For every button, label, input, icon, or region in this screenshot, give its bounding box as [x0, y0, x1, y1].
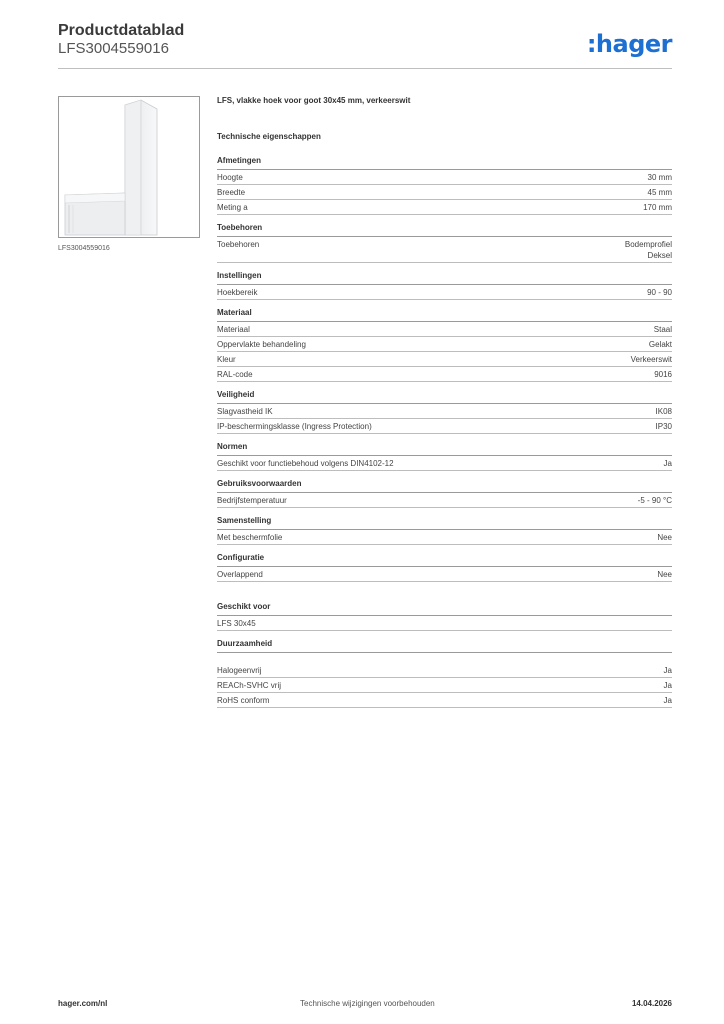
- spec-section: [217, 271, 672, 300]
- spec-value: Ja: [663, 666, 672, 675]
- spec-value: 30 mm: [647, 173, 672, 182]
- header-divider: [58, 68, 672, 69]
- spec-row: [217, 367, 672, 382]
- spec-row: [217, 456, 672, 471]
- footer-note: Technische wijzigingen voorbehouden: [300, 999, 435, 1008]
- spec-label: Geschikt voor functiebehoud volgens DIN4102-12: [217, 459, 394, 468]
- spec-label: Kleur: [217, 355, 236, 364]
- spec-row: [217, 237, 672, 263]
- footer-date: 14.04.2026: [631, 999, 672, 1008]
- spec-row: [217, 200, 672, 215]
- section-heading: Configuratie: [217, 553, 672, 567]
- spec-row: [217, 352, 672, 367]
- spec-value: IP30: [655, 422, 672, 431]
- header-subtitle: LFS3004559016: [58, 40, 169, 57]
- spec-row: [217, 678, 672, 693]
- spec-row: [217, 337, 672, 352]
- section-heading: Normen: [217, 442, 672, 456]
- spec-row: [217, 322, 672, 337]
- spec-label: REACh-SVHC vrij: [217, 681, 282, 690]
- section-heading: Samenstelling: [217, 516, 672, 530]
- spec-section: [217, 156, 672, 215]
- spec-label: Materiaal: [217, 325, 250, 334]
- image-caption: LFS3004559016: [58, 245, 110, 252]
- spec-value: 170 mm: [643, 203, 672, 212]
- spec-section: [217, 516, 672, 545]
- spec-value: 90 - 90: [647, 288, 672, 297]
- geschikt-section: [217, 602, 672, 631]
- spec-label: Halogeenvrij: [217, 666, 262, 675]
- spec-label: Breedte: [217, 188, 246, 197]
- spec-value: Verkeerswit: [630, 355, 672, 364]
- spec-section: [217, 390, 672, 434]
- spec-section: [217, 602, 672, 631]
- spec-row: [217, 663, 672, 678]
- spec-label: Met beschermfolie: [217, 533, 283, 542]
- product-image-frame: [58, 96, 200, 238]
- spec-label: Hoogte: [217, 173, 243, 182]
- spec-value: Gelakt: [648, 340, 672, 349]
- spec-row: [217, 693, 672, 708]
- spec-label: LFS 30x45: [217, 619, 256, 628]
- section-heading: Duurzaamheid: [217, 639, 672, 653]
- spec-content: [217, 96, 672, 716]
- section-heading: Veiligheid: [217, 390, 672, 404]
- section-heading: Instellingen: [217, 271, 672, 285]
- spec-row: [217, 493, 672, 508]
- spec-label: Hoekbereik: [217, 288, 258, 297]
- spec-row: [217, 185, 672, 200]
- spec-value: Ja: [663, 681, 672, 690]
- product-image: [59, 97, 199, 237]
- spec-section: [217, 479, 672, 508]
- spec-value: -5 - 90 °C: [637, 496, 672, 505]
- spec-label: Meting a: [217, 203, 248, 212]
- spec-label: IP-beschermingsklasse (Ingress Protection): [217, 422, 372, 431]
- spec-section: [217, 442, 672, 471]
- duurzaamheid-section: [217, 639, 672, 708]
- spec-sections: [217, 156, 672, 582]
- section-heading: Geschikt voor: [217, 602, 672, 616]
- header-title: Productdatablad: [58, 22, 185, 39]
- spec-value: IK08: [655, 407, 672, 416]
- spec-label: Toebehoren: [217, 240, 260, 249]
- section-heading: Gebruiksvoorwaarden: [217, 479, 672, 493]
- spec-value: Ja: [663, 459, 672, 468]
- brand-logo: :hager: [586, 30, 672, 58]
- spec-section: [217, 639, 672, 708]
- spec-row: [217, 285, 672, 300]
- spec-label: Slagvastheid IK: [217, 407, 273, 416]
- spec-value: Bodemprofiel Deksel: [624, 240, 672, 260]
- spec-label: Oppervlakte behandeling: [217, 340, 306, 349]
- logo-text: hager: [595, 30, 672, 58]
- spec-section: [217, 308, 672, 382]
- spec-row: [217, 170, 672, 185]
- spec-value: 9016: [654, 370, 672, 379]
- product-title: LFS, vlakke hoek voor goot 30x45 mm, verkeerswit: [217, 96, 411, 105]
- spec-label: RAL-code: [217, 370, 253, 379]
- spec-section: [217, 223, 672, 263]
- section-heading: Toebehoren: [217, 223, 672, 237]
- spec-label: Overlappend: [217, 570, 263, 579]
- spec-value: 45 mm: [647, 188, 672, 197]
- spec-label: Bedrijfstemperatuur: [217, 496, 287, 505]
- spec-value: Ja: [663, 696, 672, 705]
- spec-value: Nee: [657, 533, 672, 542]
- spec-value: Nee: [657, 570, 672, 579]
- spec-label: RoHS conform: [217, 696, 270, 705]
- spec-row: [217, 419, 672, 434]
- section-heading: Materiaal: [217, 308, 672, 322]
- spec-row: [217, 616, 672, 631]
- spec-row: [217, 404, 672, 419]
- section-heading: Afmetingen: [217, 156, 672, 170]
- tech-title: Technische eigenschappen: [217, 132, 321, 141]
- spec-row: [217, 530, 672, 545]
- spec-row: [217, 567, 672, 582]
- footer-link[interactable]: hager.com/nl: [58, 999, 108, 1008]
- spec-value: Staal: [653, 325, 672, 334]
- spec-section: [217, 553, 672, 582]
